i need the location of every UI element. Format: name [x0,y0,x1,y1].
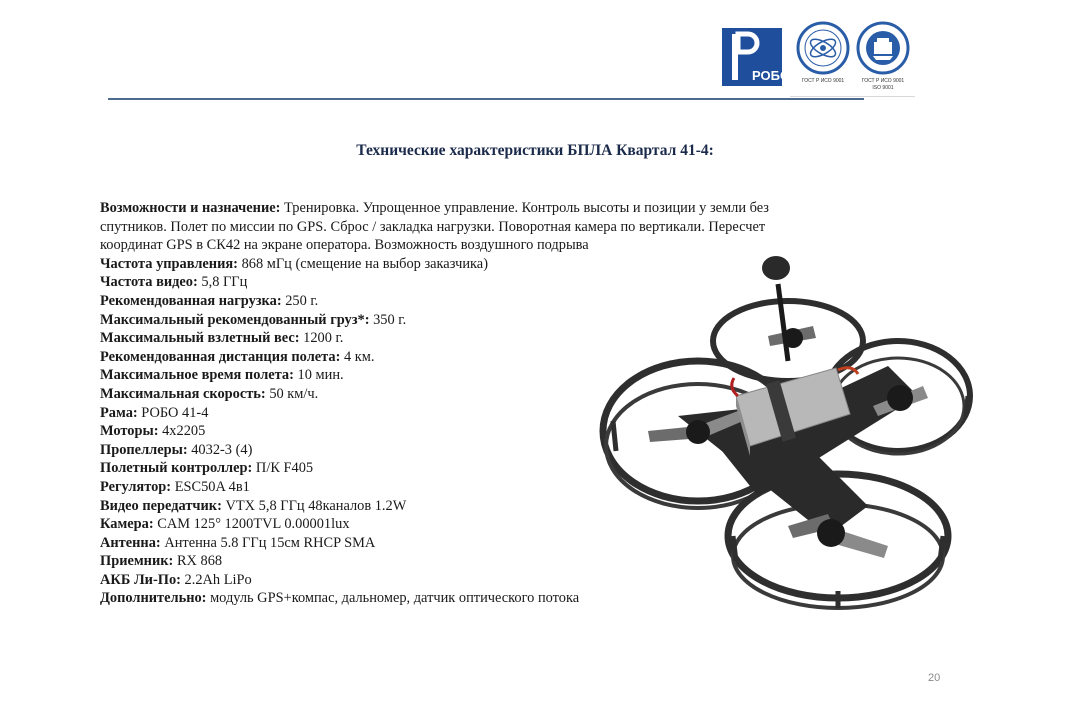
spec-value: VTX 5,8 ГГц 48каналов 1.2W [221,497,407,514]
cert1-caption: ГОСТ Р ИСО 9001 [801,78,845,84]
spec-value: Тренировка. Упрощенное управление. Контроль высоты и позиции у земли без спутников. Полет по миссии по GPS. Сброс / закладка нагрузки. Поворотная камера по вертикали. Пересчет координат GPS в СК42 на экране оператора. Возможность воздушного подрыва [100,200,769,254]
cert-divider [790,96,915,97]
spec-value: Антенна 5.8 ГГц 15см RHCP SMA [160,534,376,551]
spec-label: Максимальный рекомендованный груз*: [100,311,370,328]
spec-label: Рекомендованная дистанция полета: [100,348,341,365]
certification-seal-1 [795,20,851,96]
robo-logo-text: РОБО [752,68,791,83]
drone-image [588,246,988,626]
spec-label: Регулятор: [100,478,172,495]
spec-label: Моторы: [100,423,159,440]
spec-label: Антенна: [100,534,161,551]
spec-value: 2.2Ah LiPo [180,571,252,588]
spec-value: модуль GPS+компас, дальномер, датчик оптического потока [206,590,580,607]
spec-value: 250 г. [281,292,319,309]
page-title: Технические характеристики БПЛА Квартал 41-4: [356,142,714,159]
spec-value: 4х2205 [158,423,206,440]
spec-label: Рекомендованная нагрузка: [100,292,282,309]
spec-value: 350 г. [369,311,407,328]
certification-seal-icon [795,20,851,76]
cert2-caption-1: ГОСТ Р ИСО 9001 [861,78,905,84]
spec-label: АКБ Ли-По: [100,571,181,588]
spec-label: Максимальная скорость: [100,385,266,402]
spec-value: 868 мГц (смещение на выбор заказчика) [237,255,488,272]
spec-value: ESC50A 4в1 [171,478,250,495]
spec-value: RX 868 [173,553,223,570]
spec-value: П/К F405 [252,460,314,477]
spec-value: CAM 125° 1200TVL 0.00001lux [153,516,350,533]
quality-seal-icon [855,20,911,76]
header-divider [108,98,864,100]
spec-label: Возможности и назначение: [100,200,281,216]
robo-logo [722,28,791,86]
spec-value: 4032-3 (4) [187,441,253,458]
spec-value: 1200 г. [299,330,344,347]
spec-label: Пропеллеры: [100,441,188,458]
spec-value: 4 км. [340,348,375,365]
certification-seal-2 [855,20,911,96]
spec-value: РОБО 41-4 [137,404,209,421]
spec-label: Максимальный взлетный вес: [100,330,300,347]
spec-label: Частота управления: [100,255,238,272]
spec-value: 5,8 ГГц [197,274,248,291]
spec-label: Камера: [100,516,154,533]
spec-label: Дополнительно: [100,590,207,607]
spec-value: 50 км/ч. [265,385,319,402]
spec-label: Максимальное время полета: [100,367,294,384]
spec-label: Частота видео: [100,274,198,291]
cert2-caption-2: ISO 9001 [872,85,894,91]
spec-label: Видео передатчик: [100,497,222,514]
spec-label: Рама: [100,404,138,421]
spec-label: Приемник: [100,553,174,570]
page-number: 20 [928,672,941,684]
spec-value: 10 мин. [293,367,344,384]
spec-label: Полетный контроллер: [100,460,253,477]
